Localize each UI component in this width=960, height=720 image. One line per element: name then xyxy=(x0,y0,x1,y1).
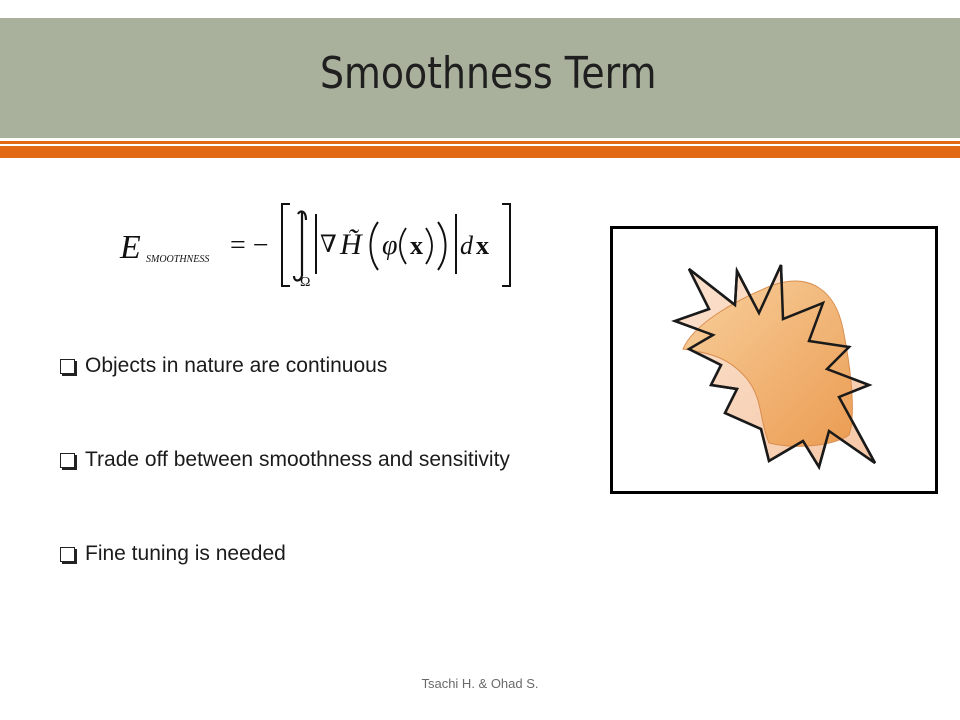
equation-function: H̃ xyxy=(340,228,362,261)
paren-outer-left xyxy=(371,222,379,270)
checkbox-bullet-icon xyxy=(60,453,75,468)
slide-footer: Tsachi H. & Ohad S. xyxy=(421,676,539,691)
equation-variable-bold-dx: x xyxy=(476,231,489,260)
bullet-text: Fine tuning is needed xyxy=(85,542,286,565)
equation-equals: = − xyxy=(230,230,269,261)
equation-differential: d xyxy=(460,231,473,260)
smoothness-equation xyxy=(116,196,516,296)
integral-sign xyxy=(294,212,306,281)
left-bracket xyxy=(282,204,290,286)
bullet-list xyxy=(60,350,510,632)
equation-variable-bold: x xyxy=(410,231,423,260)
slide-title: Smoothness Term xyxy=(320,48,657,99)
equation-lhs-subscript: SMOOTHNESS xyxy=(146,254,210,265)
accent-rule-thick xyxy=(0,146,960,158)
right-bracket xyxy=(502,204,510,286)
bullet-text: Objects in nature are continuous xyxy=(85,354,388,377)
integral-domain: Ω xyxy=(300,275,311,290)
bullet-item xyxy=(60,350,510,382)
equation-phi: φ xyxy=(382,230,398,261)
equation-gradient: ∇ xyxy=(320,230,337,258)
paren-inner-right xyxy=(426,228,432,264)
checkbox-bullet-icon xyxy=(60,547,75,562)
bullet-text: Trade off between smoothness and sensitivity xyxy=(85,448,510,471)
paren-inner-left xyxy=(400,228,406,264)
checkbox-bullet-icon xyxy=(60,359,75,374)
bullet-item xyxy=(60,444,510,476)
accent-rule-thin xyxy=(0,141,960,144)
bullet-item xyxy=(60,538,510,570)
equation-lhs-symbol: E xyxy=(120,229,141,266)
paren-outer-right xyxy=(438,222,446,270)
illustration-frame xyxy=(610,226,938,494)
jagged-shape-illustration xyxy=(613,229,935,491)
